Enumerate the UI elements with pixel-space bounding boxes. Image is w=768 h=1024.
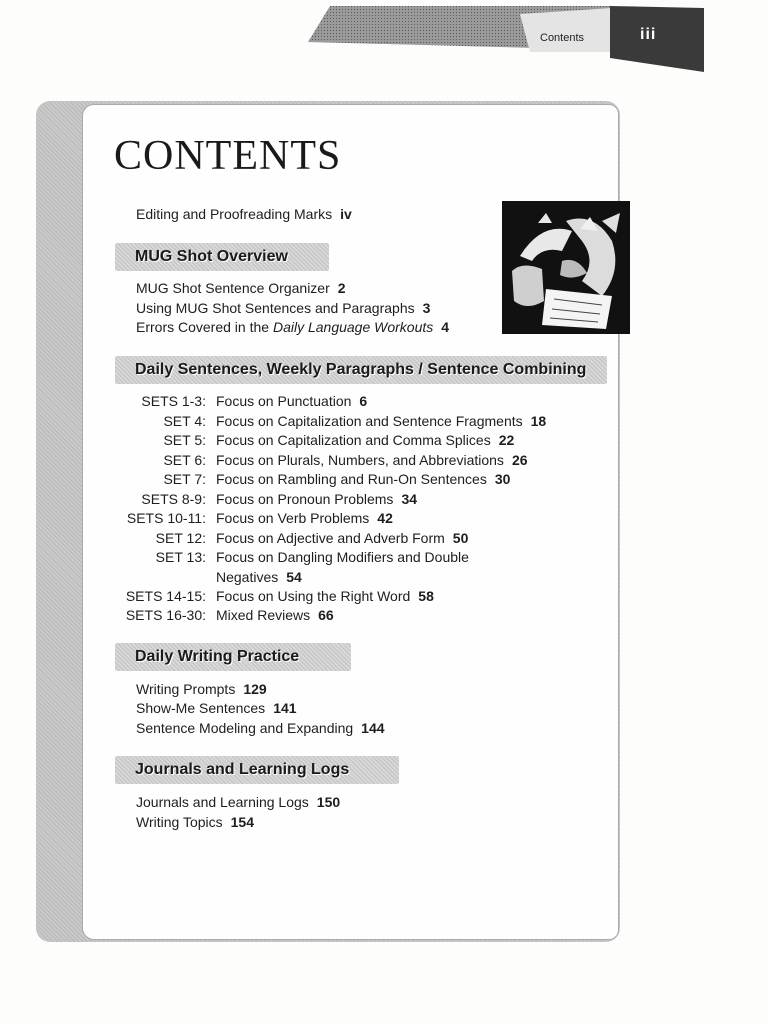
- set-page: 22: [498, 432, 515, 448]
- toc-entry-label-italic: Daily Language Workouts: [272, 319, 434, 335]
- toc-entry[interactable]: [136, 300, 430, 316]
- toc-entry-label: Writing Topics: [136, 814, 223, 830]
- section-heading-journals: Journals and Learning Logs: [115, 756, 399, 784]
- set-focus-text: Focus on Pronoun Problems: [216, 491, 394, 507]
- set-focus: [216, 471, 510, 487]
- toc-entry-label: Sentence Modeling and Expanding: [136, 720, 354, 736]
- set-focus-text: Focus on Verb Problems: [216, 510, 370, 526]
- set-focus-text: Focus on Dangling Modifiers and Double: [216, 549, 469, 565]
- toc-entry[interactable]: [136, 720, 385, 736]
- set-page: 54: [286, 569, 302, 585]
- set-focus: [216, 452, 528, 468]
- section-heading-daily-writing: Daily Writing Practice: [115, 643, 351, 671]
- set-page: 50: [452, 530, 469, 546]
- set-label: SETS 8-9:: [141, 491, 206, 507]
- set-label: SET 6:: [163, 452, 206, 468]
- toc-entry-page: 144: [361, 720, 385, 736]
- set-label: SET 13:: [155, 549, 206, 565]
- set-focus: [216, 413, 546, 429]
- set-focus: [216, 393, 367, 409]
- set-focus-text: Focus on Using the Right Word: [216, 588, 411, 604]
- toc-entry[interactable]: [136, 280, 346, 296]
- set-focus: [216, 530, 468, 546]
- toc-entry-label: Journals and Learning Logs: [136, 794, 309, 810]
- set-focus: [216, 510, 393, 526]
- toc-entry-label: Writing Prompts: [136, 681, 236, 697]
- set-page: 30: [494, 471, 511, 487]
- toc-entry-page: 4: [441, 319, 450, 335]
- toc-entry[interactable]: [136, 681, 267, 697]
- set-focus: [216, 491, 417, 507]
- set-focus-text: Focus on Capitalization and Sentence Fragments: [216, 413, 523, 429]
- toc-entry-label: Show-Me Sentences: [136, 700, 266, 716]
- set-label: SET 7:: [163, 471, 206, 487]
- toc-entry-page: 2: [337, 280, 346, 296]
- toc-entry[interactable]: [136, 700, 297, 716]
- set-focus-text: Focus on Capitalization and Comma Splices: [216, 432, 491, 448]
- reading-person-illustration: [502, 201, 630, 334]
- toc-entry-editing-marks[interactable]: [136, 206, 352, 222]
- set-label: SETS 10-11:: [126, 510, 206, 526]
- set-focus-text: Focus on Plurals, Numbers, and Abbreviations: [216, 452, 504, 468]
- set-label: SET 12:: [155, 530, 206, 546]
- set-focus: [216, 588, 434, 604]
- toc-entry-page: 150: [316, 794, 341, 810]
- set-page: 26: [511, 452, 528, 468]
- set-focus-text: Focus on Rambling and Run-On Sentences: [216, 471, 487, 487]
- set-label: SETS 16-30:: [125, 607, 206, 623]
- set-focus-text: Focus on Adjective and Adverb Form: [216, 530, 445, 546]
- set-page: 18: [530, 413, 547, 429]
- set-label: SETS 14-15:: [125, 588, 206, 604]
- toc-entry[interactable]: [136, 319, 449, 335]
- set-focus-text: Mixed Reviews: [216, 607, 311, 623]
- toc-entry-page: 154: [230, 814, 254, 830]
- set-label: SETS 1-3:: [141, 393, 206, 409]
- toc-entry-label: Editing and Proofreading Marks: [136, 206, 333, 222]
- set-page: 42: [377, 510, 393, 526]
- toc-entry-label: Using MUG Shot Sentences and Paragraphs: [136, 300, 415, 316]
- set-focus-text-continued: Negatives: [216, 569, 279, 585]
- toc-entry[interactable]: [136, 794, 340, 810]
- toc-entry-label: Errors Covered in the: [136, 319, 273, 335]
- page-title: CONTENTS: [114, 133, 342, 179]
- set-focus: [216, 607, 334, 623]
- section-heading-daily-sentences: Daily Sentences, Weekly Paragraphs / Sentence Combining: [115, 356, 607, 384]
- set-focus: [216, 569, 302, 585]
- set-page: 34: [401, 491, 418, 507]
- toc-entry-page: 141: [273, 700, 297, 716]
- toc-entry-label: MUG Shot Sentence Organizer: [136, 280, 330, 296]
- page-number: iii: [640, 26, 657, 43]
- toc-entry-page: 129: [243, 681, 267, 697]
- toc-entry-page: 3: [422, 300, 431, 316]
- set-page: 66: [318, 607, 334, 623]
- set-label: SET 4:: [163, 413, 206, 429]
- section-heading-mug-shot: MUG Shot Overview: [115, 243, 329, 271]
- set-page: 6: [359, 393, 368, 409]
- set-label: SET 5:: [163, 432, 206, 448]
- toc-entry[interactable]: [136, 814, 254, 830]
- set-focus-text: Focus on Punctuation: [216, 393, 352, 409]
- set-focus: [216, 432, 514, 448]
- toc-entry-page: iv: [340, 206, 352, 222]
- header-section-label: Contents: [540, 32, 585, 44]
- set-page: 58: [418, 588, 434, 604]
